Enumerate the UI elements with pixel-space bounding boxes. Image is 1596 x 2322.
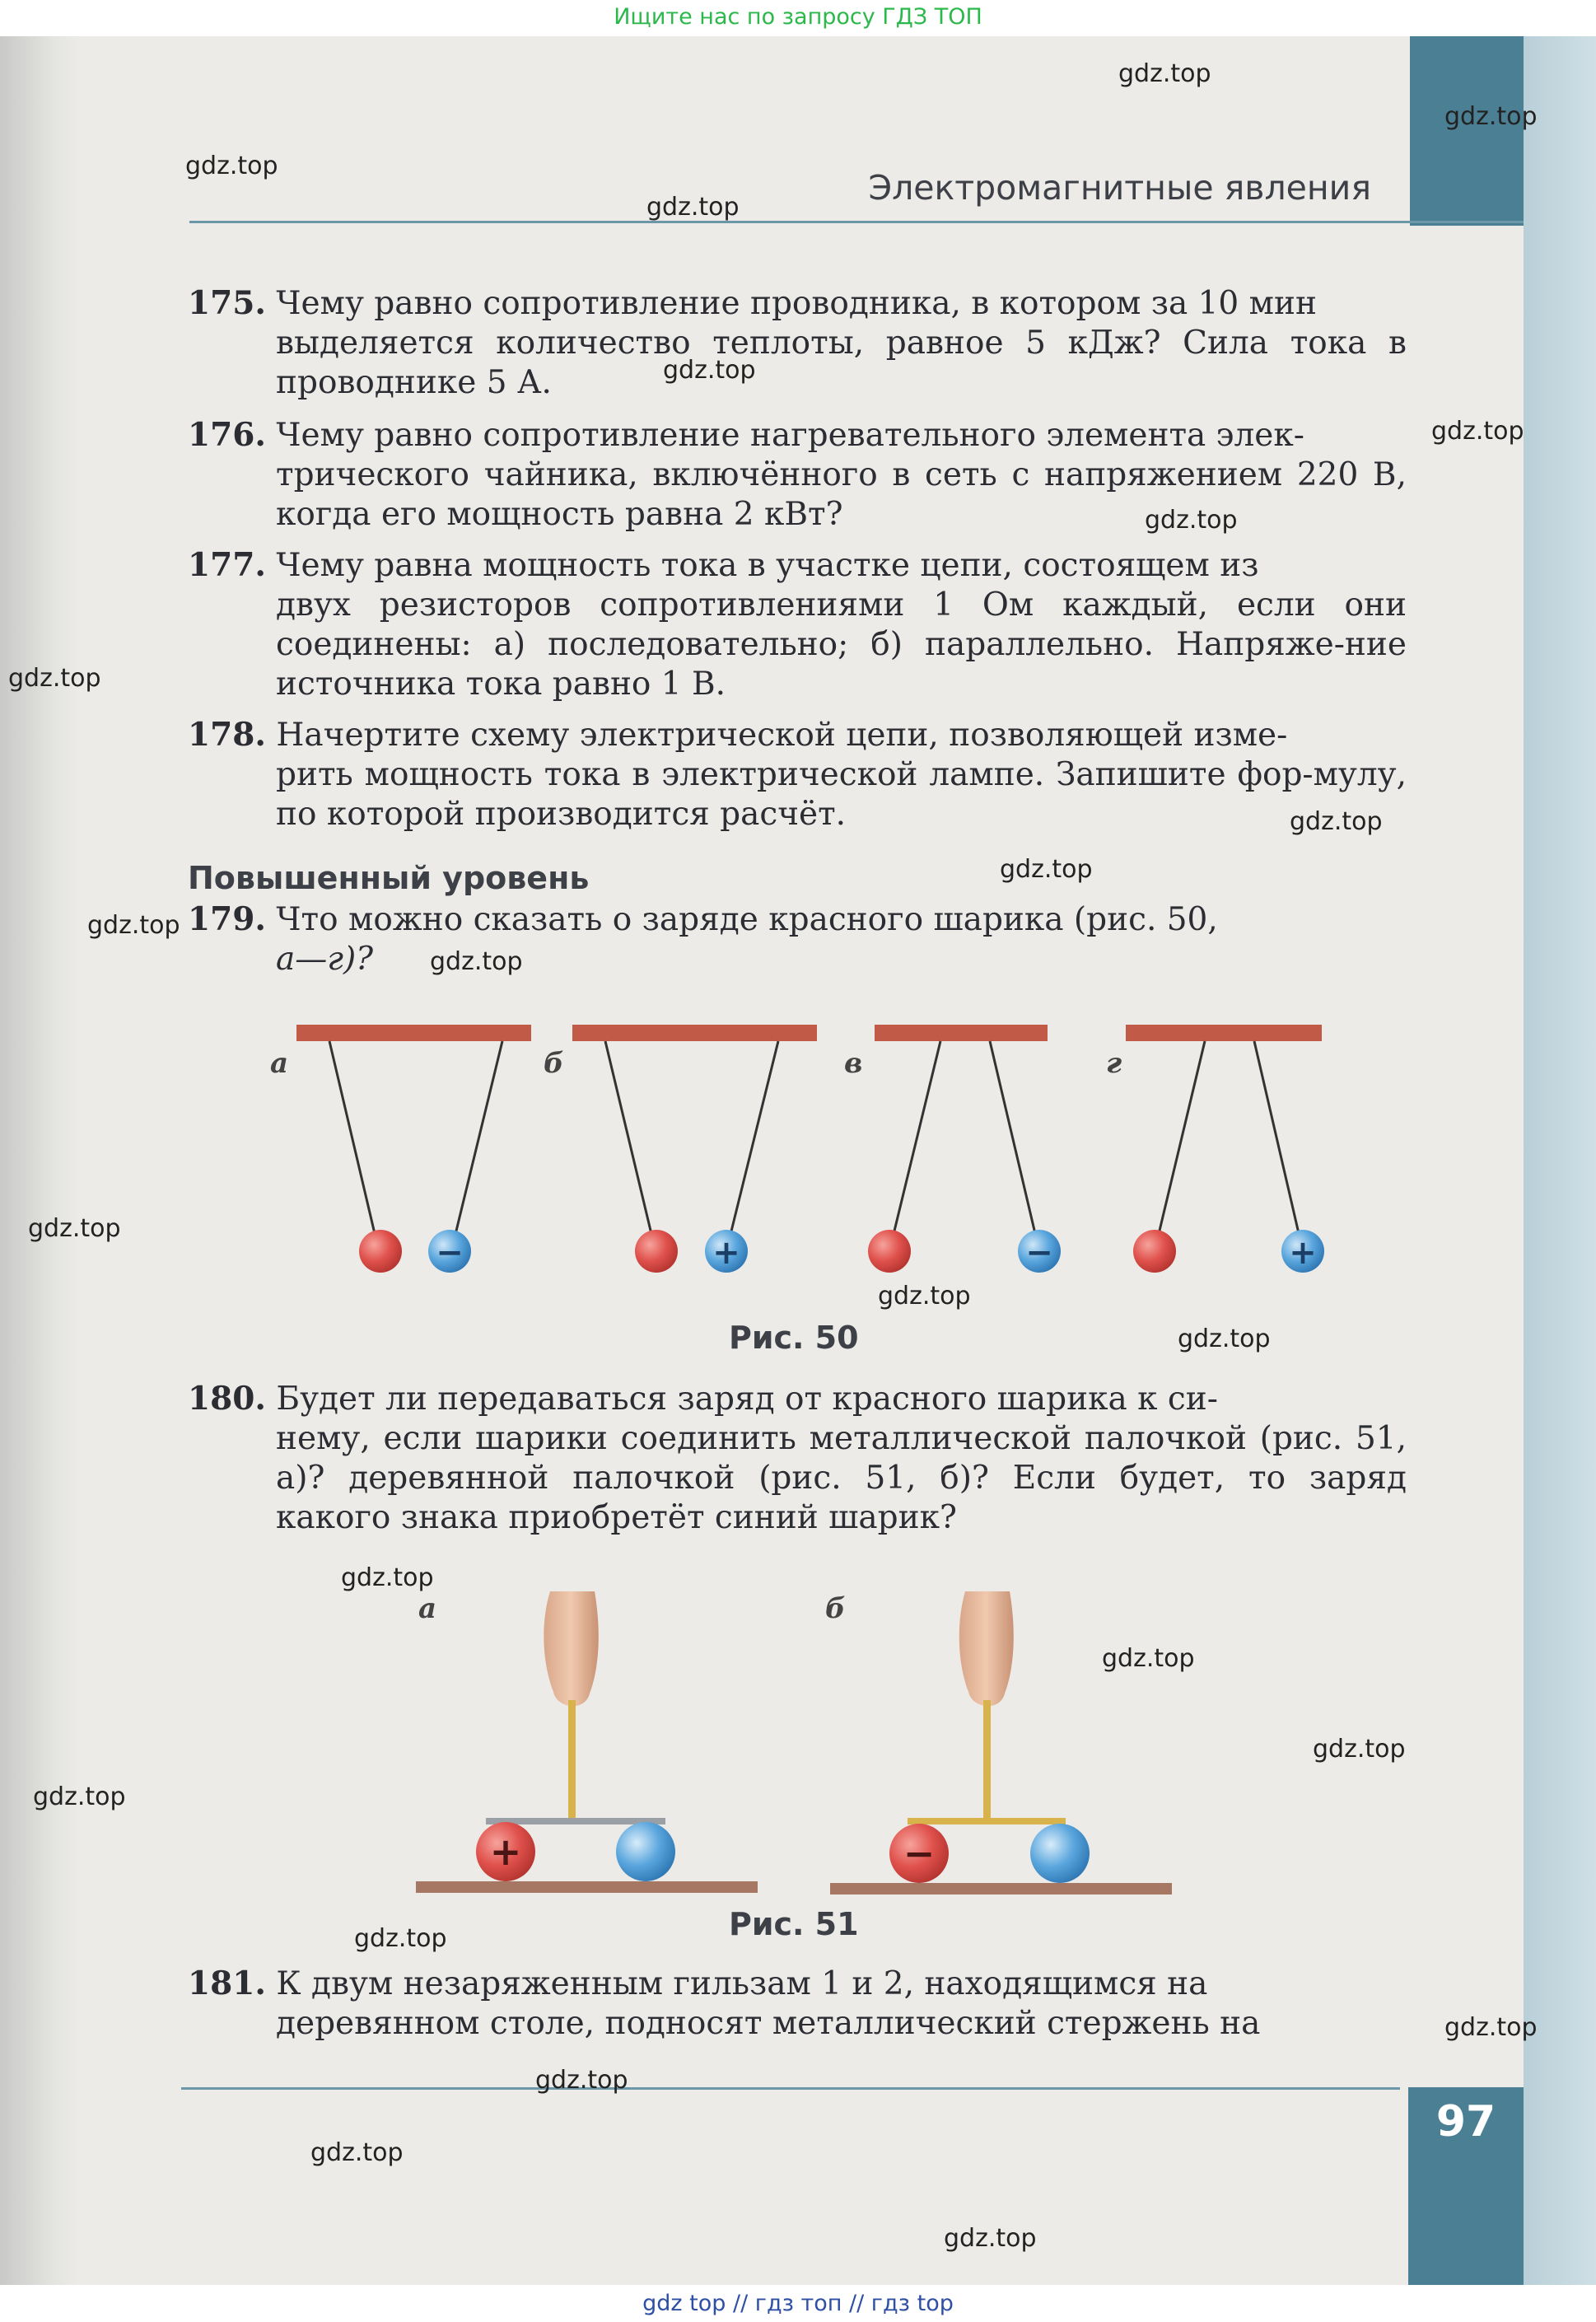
blue-ball-sign: + — [712, 1234, 740, 1272]
watermark: gdz.top — [944, 2224, 1037, 2253]
book-page — [0, 36, 1596, 2285]
blue-ball — [1030, 1824, 1090, 1883]
table-surface — [416, 1881, 758, 1893]
task-text-continued: двух резисторов сопротивлениями 1 Ом каждый, если они соединены: а) последовательно; б) параллельно. Напряже-ние источника тока равно 1 В. — [276, 586, 1407, 703]
metal-rod — [568, 1700, 576, 1820]
blue-ball-sign: − — [436, 1234, 464, 1272]
red-ball-sign: + — [489, 1829, 522, 1874]
bottom-banner[interactable]: gdz top // гдз топ // гдз top — [0, 2285, 1596, 2322]
wooden-rod — [983, 1700, 991, 1820]
figure-51-panel-a — [416, 1591, 758, 1893]
watermark: gdz.top — [354, 1924, 447, 1953]
task-text: Что можно сказать о заряде красного шарика (рис. 50, — [276, 901, 1218, 938]
task-text: Чему равно сопротивление проводника, в котором за 10 мин — [276, 285, 1317, 322]
wooden-bar — [908, 1818, 1066, 1824]
watermark: gdz.top — [1145, 506, 1238, 535]
blue-ball — [616, 1822, 675, 1881]
task-number: 181. — [188, 1965, 266, 2002]
footer-divider — [181, 2087, 1400, 2090]
figure-50-caption: Рис. 50 — [729, 1320, 859, 1356]
watermark: gdz.top — [1118, 59, 1211, 88]
task-text-continued: рить мощность тока в электрической лампе. Запишите фор-мулу, по которой производится расчёт. — [276, 756, 1407, 833]
task-text: Чему равна мощность тока в участке цепи, состоящем из — [276, 547, 1259, 584]
red-ball-sign: − — [903, 1831, 936, 1876]
watermark: gdz.top — [1444, 102, 1538, 131]
task-number: 180. — [188, 1380, 266, 1418]
watermark: gdz.top — [33, 1782, 126, 1811]
task-text: Начертите схему электрической цепи, позволяющей изме- — [276, 717, 1288, 754]
panel-letter: б — [544, 1047, 564, 1080]
panel-letter: а — [270, 1047, 289, 1080]
watermark: gdz.top — [878, 1282, 971, 1311]
watermark: gdz.top — [1000, 855, 1093, 884]
section-title: Повышенный уровень — [188, 860, 590, 896]
task-number: 177. — [188, 546, 266, 584]
blue-ball-sign: + — [1289, 1234, 1317, 1272]
watermark: gdz.top — [646, 193, 740, 222]
task-181 — [188, 1964, 1407, 2044]
watermark: gdz.top — [185, 152, 278, 180]
panel-letter: в — [844, 1047, 863, 1080]
figure-51-caption: Рис. 51 — [729, 1906, 859, 1942]
watermark: gdz.top — [28, 1214, 121, 1243]
task-text-continued: деревянном столе, подносят металлический стержень на — [276, 2005, 1261, 2042]
hand-icon — [544, 1591, 598, 1706]
hand-icon — [959, 1591, 1014, 1706]
task-text-continued: а—г)? — [276, 941, 374, 978]
panel-letter: г — [1106, 1047, 1122, 1080]
blue-ball-sign: − — [1025, 1234, 1053, 1272]
figure-51-panel-b — [825, 1591, 1172, 1895]
panel-letter: б — [825, 1592, 846, 1625]
watermark: gdz.top — [310, 2138, 404, 2167]
task-number: 175. — [188, 284, 266, 322]
watermark: gdz.top — [1290, 807, 1383, 836]
task-text: К двум незаряженным гильзам 1 и 2, находящимся на — [276, 1965, 1208, 2002]
panel-letter: а — [418, 1592, 437, 1625]
watermark: gdz.top — [1102, 1644, 1195, 1673]
watermark: gdz.top — [1178, 1325, 1271, 1353]
watermark: gdz.top — [8, 664, 101, 693]
watermark: gdz.top — [87, 911, 180, 940]
table-surface — [830, 1883, 1172, 1895]
watermark: gdz.top — [430, 947, 523, 976]
watermark: gdz.top — [1313, 1735, 1406, 1764]
task-number: 179. — [188, 900, 266, 938]
watermark: gdz.top — [341, 1563, 434, 1592]
task-text: Чему равно сопротивление нагревательного элемента элек- — [276, 417, 1304, 454]
watermark: gdz.top — [535, 2066, 628, 2095]
figure-51 — [0, 36, 1596, 2013]
watermark: gdz.top — [1444, 2013, 1538, 2042]
task-text-continued: нему, если шарики соединить металлической палочкой (рис. 51, а)? деревянной палочкой (рис. 51, б)? Если будет, то заряд какого знака приобретёт синий шарик? — [276, 1420, 1407, 1536]
chapter-title: Электромагнитные явления — [868, 168, 1371, 208]
watermark: gdz.top — [663, 356, 756, 385]
task-number: 176. — [188, 416, 266, 454]
task-text: Будет ли передаваться заряд от красного шарика к си- — [276, 1381, 1218, 1418]
watermark: gdz.top — [1431, 417, 1524, 446]
page-number: 97 — [1435, 2097, 1496, 2147]
task-text-continued: трического чайника, включённого в сеть с напряжением 220 В, когда его мощность равна 2 кВт? — [276, 456, 1407, 533]
top-banner[interactable]: Ищите нас по запросу ГДЗ ТОП — [0, 0, 1596, 36]
task-text-continued: выделяется количество теплоты, равное 5 кДж? Сила тока в проводнике 5 А. — [276, 325, 1407, 401]
task-number: 178. — [188, 716, 266, 754]
